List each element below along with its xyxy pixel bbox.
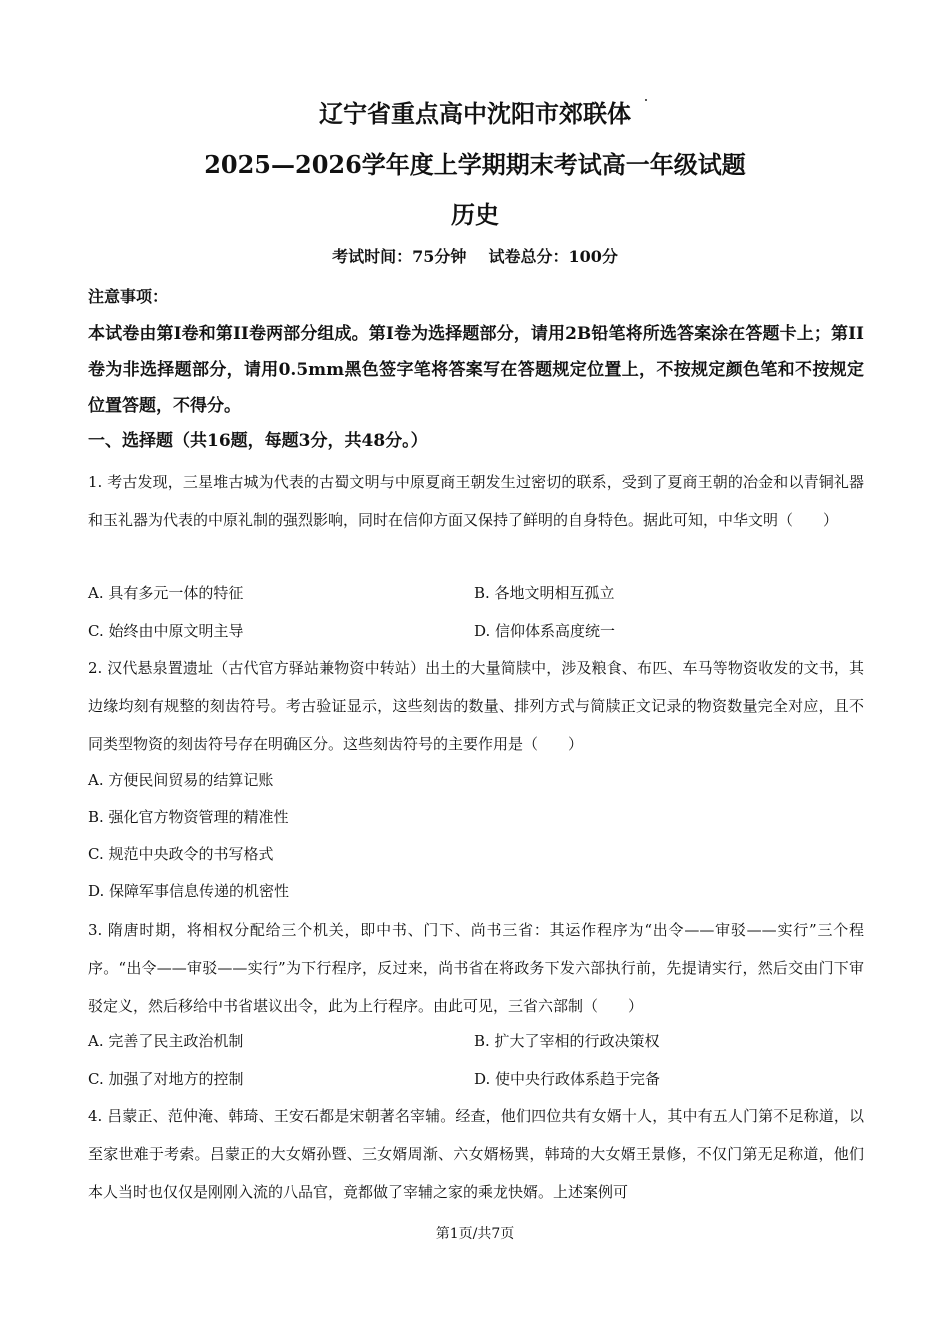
question-1-option-d: D. 信仰体系高度统一 (474, 622, 616, 640)
question-1-stem: 1. 考古发现，三星堆古城为代表的古蜀文明与中原夏商王朝发生过密切的联系，受到了夏商王朝的冶金和以青铜礼器和玉礼器为代表的中原礼制的强烈影响，同时在信仰方面又保持了鲜明的自身特色。据此可知，中华文明（ ） (88, 473, 864, 529)
question-3-option-d: D. 使中央行政体系趋于完备 (474, 1070, 661, 1088)
exam-title-line1: 辽宁省重点高中沈阳市郊联体 (319, 99, 631, 128)
total-score: 试卷总分：100分 (488, 247, 618, 266)
page-number: 第1页/共7页 (435, 1226, 515, 1242)
question-2-option-a: A. 方便民间贸易的结算记账 (88, 771, 274, 789)
question-3-option-b: B. 扩大了宰相的行政决策权 (474, 1032, 660, 1050)
notice-body: 本试卷由第I卷和第II卷两部分组成。第I卷为选择题部分，请用2B铅笔将所选答案涂在答题卡上；第II卷为非选择题部分，请用0.5mm黑色签字笔将答案写在答题规定位置上，不按规定颜色笔和不按规定位置答题，不得分。 (88, 324, 864, 416)
notice-heading: 注意事项： (88, 287, 169, 306)
exam-info (0, 246, 950, 268)
question-2-option-c: C. 规范中央政令的书写格式 (88, 845, 274, 863)
question-2-stem: 2. 汉代悬泉置遗址（古代官方驿站兼物资中转站）出土的大量简牍中，涉及粮食、布匹、车马等物资收发的文书，其边缘均刻有规整的刻齿符号。考古验证显示，这些刻齿的数量、排列方式与简牍正文记录的物资数量完全对应，且不同类型物资的刻齿符号存在明确区分。这些刻齿符号的主要作用是（ ） (88, 659, 864, 753)
question-1-option-c: C. 始终由中原文明主导 (88, 622, 244, 640)
question-4-stem: 4. 吕蒙正、范仲淹、韩琦、王安石都是宋朝著名宰辅。经查，他们四位共有女婿十人，其中有五人门第不足称道，以至家世难于考索。吕蒙正的大女婿孙暨、三女婿周渐、六女婿杨巽，韩琦的大女婿王景修，不仅门第无足称道，他们本人当时也仅仅是刚刚入流的八品官，竟都做了宰辅之家的乘龙快婿。上述案例可 (88, 1107, 864, 1201)
subject-title: 历史 (451, 200, 499, 229)
question-3-stem: 3. 隋唐时期，将相权分配给三个机关，即中书、门下、尚书三省：其运作程序为“出令——审驳——实行”三个程序。“出令——审驳——实行”为下行程序，反过来，尚书省在将政务下发六部执行前，先提请实行，然后交由门下审驳定义，然后移给中书省堪议出令，此为上行程序。由此可见，三省六部制（ ） (88, 921, 864, 1015)
question-3-option-c: C. 加强了对地方的控制 (88, 1070, 244, 1088)
question-1-option-a: A. 具有多元一体的特征 (88, 584, 244, 602)
question-2-option-d: D. 保障军事信息传递的机密性 (88, 882, 290, 900)
exam-time: 考试时间：75分钟 (332, 247, 467, 266)
question-3-option-a: A. 完善了民主政治机制 (88, 1032, 244, 1050)
question-2-option-b: B. 强化官方物资管理的精准性 (88, 808, 289, 826)
section-heading: 一、选择题（共16题，每题3分，共48分。） (88, 431, 428, 451)
exam-title-line2: 2025—2026学年度上学期期末考试高一年级试题 (204, 150, 746, 179)
question-1-option-b: B. 各地文明相互孤立 (474, 584, 615, 602)
